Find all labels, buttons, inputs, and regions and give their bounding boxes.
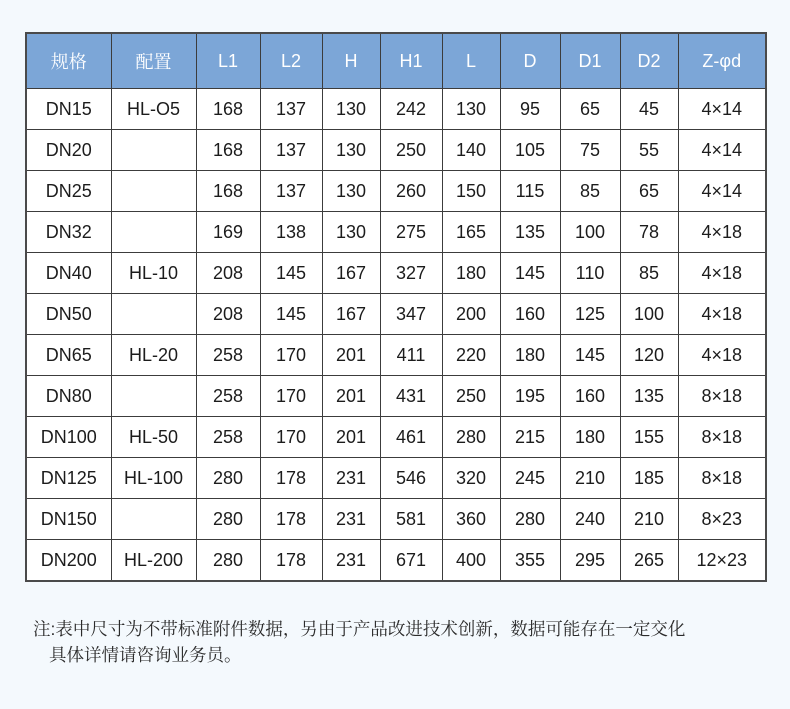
table-cell: 100 xyxy=(560,212,620,253)
table-cell: 130 xyxy=(322,89,380,130)
table-row xyxy=(26,130,766,171)
table-cell: 145 xyxy=(260,253,322,294)
table-cell: 130 xyxy=(322,130,380,171)
table-cell: 155 xyxy=(620,417,678,458)
table-cell: 100 xyxy=(620,294,678,335)
column-header: 配置 xyxy=(111,33,196,89)
table-cell: 258 xyxy=(196,417,260,458)
table-row xyxy=(26,171,766,212)
table-cell: 145 xyxy=(560,335,620,376)
table-cell: 120 xyxy=(620,335,678,376)
table-cell: DN150 xyxy=(26,499,111,540)
table-cell: 145 xyxy=(500,253,560,294)
column-header: H1 xyxy=(380,33,442,89)
table-cell: 95 xyxy=(500,89,560,130)
table-cell: 110 xyxy=(560,253,620,294)
table-row xyxy=(26,335,766,376)
table-cell: 4×18 xyxy=(678,253,766,294)
table-cell: 280 xyxy=(196,458,260,499)
table-cell: HL-50 xyxy=(111,417,196,458)
table-cell: 168 xyxy=(196,130,260,171)
column-header: H xyxy=(322,33,380,89)
table-cell: 210 xyxy=(620,499,678,540)
table-cell: DN50 xyxy=(26,294,111,335)
table-cell: DN25 xyxy=(26,171,111,212)
footnote xyxy=(33,616,763,668)
dimensions-table xyxy=(25,32,767,582)
table-cell: 137 xyxy=(260,130,322,171)
footnote-line-1: 注:表中尺寸为不带标准附件数据，另由于产品改进技术创新，数据可能存在一定交化 xyxy=(33,619,686,639)
table-cell xyxy=(111,294,196,335)
table-cell: 231 xyxy=(322,540,380,582)
table-cell: 180 xyxy=(560,417,620,458)
table-cell: 178 xyxy=(260,499,322,540)
table-cell: 8×23 xyxy=(678,499,766,540)
table-row xyxy=(26,294,766,335)
table-cell: 185 xyxy=(620,458,678,499)
table-cell: 75 xyxy=(560,130,620,171)
table-cell: 320 xyxy=(442,458,500,499)
table-cell: 105 xyxy=(500,130,560,171)
table-cell: DN125 xyxy=(26,458,111,499)
table-cell: 210 xyxy=(560,458,620,499)
table-cell: 168 xyxy=(196,171,260,212)
table-cell: 138 xyxy=(260,212,322,253)
table-cell: 201 xyxy=(322,376,380,417)
table-cell: 4×18 xyxy=(678,212,766,253)
table-cell: 280 xyxy=(196,540,260,582)
table-cell xyxy=(111,130,196,171)
table-cell: 411 xyxy=(380,335,442,376)
table-cell: 581 xyxy=(380,499,442,540)
table-cell: 215 xyxy=(500,417,560,458)
table-cell: 130 xyxy=(322,212,380,253)
footnote-line-2: 具体详情请咨询业务员。 xyxy=(49,645,242,665)
column-header: L xyxy=(442,33,500,89)
table-cell xyxy=(111,376,196,417)
table-cell: 355 xyxy=(500,540,560,582)
table-cell: HL-100 xyxy=(111,458,196,499)
table-cell: 201 xyxy=(322,417,380,458)
table-cell: 130 xyxy=(322,171,380,212)
table-cell: 275 xyxy=(380,212,442,253)
table-cell: 137 xyxy=(260,171,322,212)
table-row xyxy=(26,376,766,417)
table-cell: 145 xyxy=(260,294,322,335)
table-cell xyxy=(111,212,196,253)
table-cell: 240 xyxy=(560,499,620,540)
table-cell: DN65 xyxy=(26,335,111,376)
table-cell xyxy=(111,499,196,540)
table-cell: 180 xyxy=(500,335,560,376)
table-cell: 170 xyxy=(260,376,322,417)
table-cell: DN80 xyxy=(26,376,111,417)
column-header: D2 xyxy=(620,33,678,89)
table-cell: 160 xyxy=(500,294,560,335)
table-cell: HL-O5 xyxy=(111,89,196,130)
table-row xyxy=(26,499,766,540)
table-cell: 461 xyxy=(380,417,442,458)
table-cell: 280 xyxy=(442,417,500,458)
table-cell: 242 xyxy=(380,89,442,130)
table-cell: 165 xyxy=(442,212,500,253)
table-cell: 167 xyxy=(322,294,380,335)
table-cell: DN200 xyxy=(26,540,111,582)
table-cell: 135 xyxy=(500,212,560,253)
table-cell: 327 xyxy=(380,253,442,294)
table-cell: DN32 xyxy=(26,212,111,253)
table-cell: DN100 xyxy=(26,417,111,458)
table-cell: DN15 xyxy=(26,89,111,130)
table-cell: HL-200 xyxy=(111,540,196,582)
table-cell: 231 xyxy=(322,458,380,499)
table-cell: 4×14 xyxy=(678,89,766,130)
table-cell: 135 xyxy=(620,376,678,417)
table-cell: 195 xyxy=(500,376,560,417)
column-header: L1 xyxy=(196,33,260,89)
table-body xyxy=(26,89,766,582)
table-cell: 150 xyxy=(442,171,500,212)
table-cell: 4×18 xyxy=(678,294,766,335)
column-header: 规格 xyxy=(26,33,111,89)
table-cell: 178 xyxy=(260,458,322,499)
table-cell: 201 xyxy=(322,335,380,376)
table-cell: 8×18 xyxy=(678,376,766,417)
table-cell: 12×23 xyxy=(678,540,766,582)
table-cell: 258 xyxy=(196,376,260,417)
table-cell: DN20 xyxy=(26,130,111,171)
table-cell: 115 xyxy=(500,171,560,212)
table-cell: 546 xyxy=(380,458,442,499)
table-cell: 295 xyxy=(560,540,620,582)
table-cell: 250 xyxy=(442,376,500,417)
column-header: D xyxy=(500,33,560,89)
table-row xyxy=(26,540,766,582)
table-row xyxy=(26,89,766,130)
table-cell: 265 xyxy=(620,540,678,582)
table-cell: 65 xyxy=(620,171,678,212)
table-cell: 168 xyxy=(196,89,260,130)
table-cell: 431 xyxy=(380,376,442,417)
table-cell: 400 xyxy=(442,540,500,582)
table-cell: 208 xyxy=(196,253,260,294)
table-cell: 250 xyxy=(380,130,442,171)
table-cell: 170 xyxy=(260,417,322,458)
table-cell: 8×18 xyxy=(678,458,766,499)
table-cell: 178 xyxy=(260,540,322,582)
column-header: D1 xyxy=(560,33,620,89)
table-cell: 280 xyxy=(196,499,260,540)
table-cell: HL-10 xyxy=(111,253,196,294)
table-cell: 245 xyxy=(500,458,560,499)
table-cell: 347 xyxy=(380,294,442,335)
table-cell: 85 xyxy=(560,171,620,212)
table-cell: 4×14 xyxy=(678,171,766,212)
table-cell: 231 xyxy=(322,499,380,540)
table-cell: 160 xyxy=(560,376,620,417)
table-row xyxy=(26,253,766,294)
table-cell: 200 xyxy=(442,294,500,335)
table-cell: 65 xyxy=(560,89,620,130)
table-cell: 220 xyxy=(442,335,500,376)
table-cell: 4×14 xyxy=(678,130,766,171)
table-cell: 130 xyxy=(442,89,500,130)
table-cell: HL-20 xyxy=(111,335,196,376)
table-cell: 78 xyxy=(620,212,678,253)
table-cell: 169 xyxy=(196,212,260,253)
table-cell: 125 xyxy=(560,294,620,335)
table-cell: 137 xyxy=(260,89,322,130)
table-cell: 671 xyxy=(380,540,442,582)
table-cell: 45 xyxy=(620,89,678,130)
table-cell: 167 xyxy=(322,253,380,294)
table-cell: 4×18 xyxy=(678,335,766,376)
table-row xyxy=(26,417,766,458)
column-header: L2 xyxy=(260,33,322,89)
table-row xyxy=(26,212,766,253)
table-cell: 208 xyxy=(196,294,260,335)
table-cell: 8×18 xyxy=(678,417,766,458)
column-header: Z-φd xyxy=(678,33,766,89)
table-cell xyxy=(111,171,196,212)
header-row xyxy=(26,33,766,89)
table-cell: 55 xyxy=(620,130,678,171)
table-cell: 258 xyxy=(196,335,260,376)
table-cell: 180 xyxy=(442,253,500,294)
table-cell: 170 xyxy=(260,335,322,376)
table-cell: 360 xyxy=(442,499,500,540)
table-cell: 260 xyxy=(380,171,442,212)
table-cell: 140 xyxy=(442,130,500,171)
table-row xyxy=(26,458,766,499)
table-cell: DN40 xyxy=(26,253,111,294)
table-cell: 85 xyxy=(620,253,678,294)
table-head xyxy=(26,33,766,89)
table-cell: 280 xyxy=(500,499,560,540)
spec-table-container xyxy=(25,32,765,582)
